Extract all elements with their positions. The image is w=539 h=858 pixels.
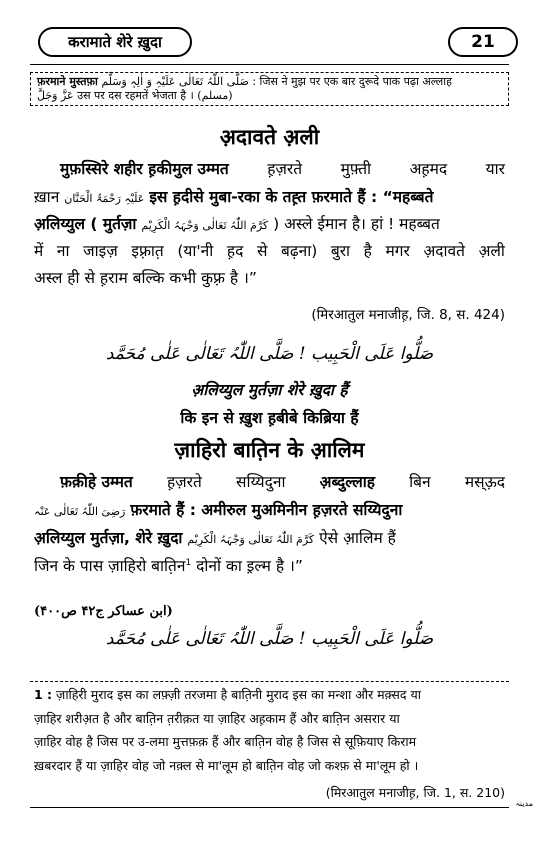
section1-arabic: عَلَیْہِ رَحْمَۃُ الْحَنَّان <box>64 192 145 205</box>
section2-arabic: کَرَّمَ اللّٰہُ تَعَالٰی وَجْہَہُ الْکَرِیْم <box>187 533 315 546</box>
hadith-notice <box>30 72 509 106</box>
section2-word: मस्ऊ़द <box>464 473 505 491</box>
footer-divider <box>30 807 509 808</box>
notice-arabic: عَزَّ وَجَلَّ <box>37 89 74 102</box>
section2-line-2 <box>34 498 505 520</box>
section2-word: सय्यिदुना <box>236 473 286 491</box>
footnote-reference: (मिरआतुल मनाजीह़, जि. 1, स. 210) <box>325 785 505 800</box>
section2-text: दोनों का इ़ल्म है ।” <box>196 557 303 575</box>
section2-line-4 <box>34 554 505 576</box>
footnote-number: 1 : <box>34 687 53 702</box>
section2-line-3 <box>34 526 505 548</box>
section1-word: ह़द <box>226 242 244 260</box>
notice-source: (مسلم) <box>197 89 233 102</box>
footnote-line-3: ज़ाहिर वोह है जिस पर उ-लमा मुत्तफ़क़ हैं और बात़िन वोह है जिस से सूफ़ियाए किराम <box>34 734 417 749</box>
couplet-line-2: कि इन से ख़ुश ह़बीबे किब्रिया हैं <box>180 409 359 427</box>
footer-mark: مدینہ <box>515 799 533 808</box>
notice-text-2: उस पर दस रहमतें भेजता है । <box>77 89 194 102</box>
section1-word: मुफ़स्सिरे शहीर ह़कीमुल उम्मत <box>60 160 229 178</box>
notice-text-1: : जिस ने मुझ पर एक बार दुरूदे पाक पढ़ा अल्लाह <box>252 75 452 88</box>
footnote-line-2: ज़ाहिर शरीअ़त है और बात़िन त़रीक़त या ज़ाहिर अह़काम हैं और बात़िन असरार या <box>34 711 400 726</box>
durood-line: صَلُّوا عَلَی الْحَبِیب ! صَلَّی اللّٰہُ تَعَالٰی عَلٰی مُحَمَّد <box>105 344 434 364</box>
section1-line-4 <box>34 239 505 261</box>
notice-line-2 <box>37 89 502 103</box>
notice-label: फ़रमाने मुस्तफ़ा <box>37 75 98 88</box>
footnote-line-4: ख़बरदार हैं या ज़ाहिर वोह जो नक़्ल से मा'लूम हो बात़िन वोह जो कश्फ़ से मा'लूम हो । <box>34 758 419 773</box>
durood-line-2: صَلُّوا عَلَی الْحَبِیب ! صَلَّی اللّٰہُ تَعَالٰی عَلٰی مُحَمَّد <box>105 629 434 649</box>
section1-word: से <box>256 242 268 260</box>
section1-word: मगर <box>385 242 410 260</box>
section1-arabic: کَرَّمَ اللّٰہُ تَعَالٰی وَجْہَہُ الْکَرِیْم <box>141 219 269 232</box>
section1-word: यार <box>485 160 505 178</box>
section1-word: है <box>363 242 372 260</box>
section2-arabic: رَضِیَ اللّٰہُ تَعَالٰی عَنْہ <box>34 505 126 518</box>
section2-text: जिन के पास ज़ाहिरो बात़िन <box>34 557 186 575</box>
section1-word: अ़ली <box>478 242 505 260</box>
section2-word: ह़ज़रते <box>166 473 202 491</box>
section1-text: ) अस्ले ईमान है। हां ! महब्बत <box>273 215 440 233</box>
section1-line-1 <box>34 157 505 179</box>
section1-word: अह़मद <box>409 160 448 178</box>
section1-word: में <box>34 242 44 260</box>
section2-text: फ़रमाते हैं : अमीरुल मुअमिनीन ह़ज़रते सय्यिदुना <box>130 501 403 519</box>
notice-honorific: صَلَّی اللّٰہُ تَعَالٰی عَلَیْہِ وَ اٰلِہٖ وَسَلَّم <box>101 75 249 88</box>
section1-word: बुरा <box>330 242 351 260</box>
section1-word: बढ़ना) <box>281 242 318 260</box>
section1-text: अ़लिय्युल ( मुर्तज़ा <box>34 215 137 233</box>
section1-heading: अ़दावते अ़ली <box>219 125 320 149</box>
header-divider <box>30 64 509 65</box>
section2-word: अ़ब्दुल्लाह <box>319 473 375 491</box>
footnote-line-1 <box>34 686 505 703</box>
section1-text: ख़ान <box>34 188 60 206</box>
section1-word: (या'नी <box>177 242 214 260</box>
section1-word: अ़दावते <box>423 242 465 260</box>
section1-reference: (मिरआतुल मनाजीह़, जि. 8, स. 424) <box>311 307 505 323</box>
section1-line-5: अस्ल ही से ह़राम बल्कि कभी कुफ़्र है ।” <box>34 269 257 287</box>
section2-word: फ़क़ीहे उम्मत <box>60 473 133 491</box>
section1-word: मुफ़्ती <box>340 160 372 178</box>
notice-line-1 <box>37 75 502 89</box>
section1-word: ना <box>56 242 70 260</box>
footnote-text: ज़ाहिरी मुराद इस का लफ़्ज़ी तरजमा है बात़िनी मुराद इस का मन्शा और मक़्सद या <box>56 687 421 702</box>
section1-line-2 <box>34 185 505 207</box>
couplet-line-1: अ़लिय्युल मुर्तज़ा शेरे ख़ुदा हैं <box>191 381 348 399</box>
footnote-divider <box>30 681 509 682</box>
section1-text: इस ह़दीसे मुबा-रका के तह़्त फ़रमाते हैं : “महब्बते <box>149 188 434 206</box>
section2-line-1 <box>34 470 505 492</box>
section1-word: जाइज़ <box>83 242 118 260</box>
section1-word: इफ़्रात़ <box>131 242 164 260</box>
section2-text: अ़लिय्युल मुर्तज़ा, शेरे ख़ुदा <box>34 529 183 547</box>
book-title: करामाते शेरे ख़ुदा <box>38 27 192 57</box>
section2-heading: ज़ाहिरो बात़िन के आ़लिम <box>174 438 365 462</box>
section1-word: ह़ज़रते <box>267 160 303 178</box>
section2-text: ऐसे आ़लिम हैं <box>319 529 396 547</box>
section2-reference: (ابن عساکر ج۴۲ ص۴۰۰) <box>34 604 173 619</box>
section1-line-3 <box>34 212 505 234</box>
footnote-marker: 1 <box>185 557 192 568</box>
section2-word: बिन <box>409 473 431 491</box>
page-number: 21 <box>448 27 518 57</box>
